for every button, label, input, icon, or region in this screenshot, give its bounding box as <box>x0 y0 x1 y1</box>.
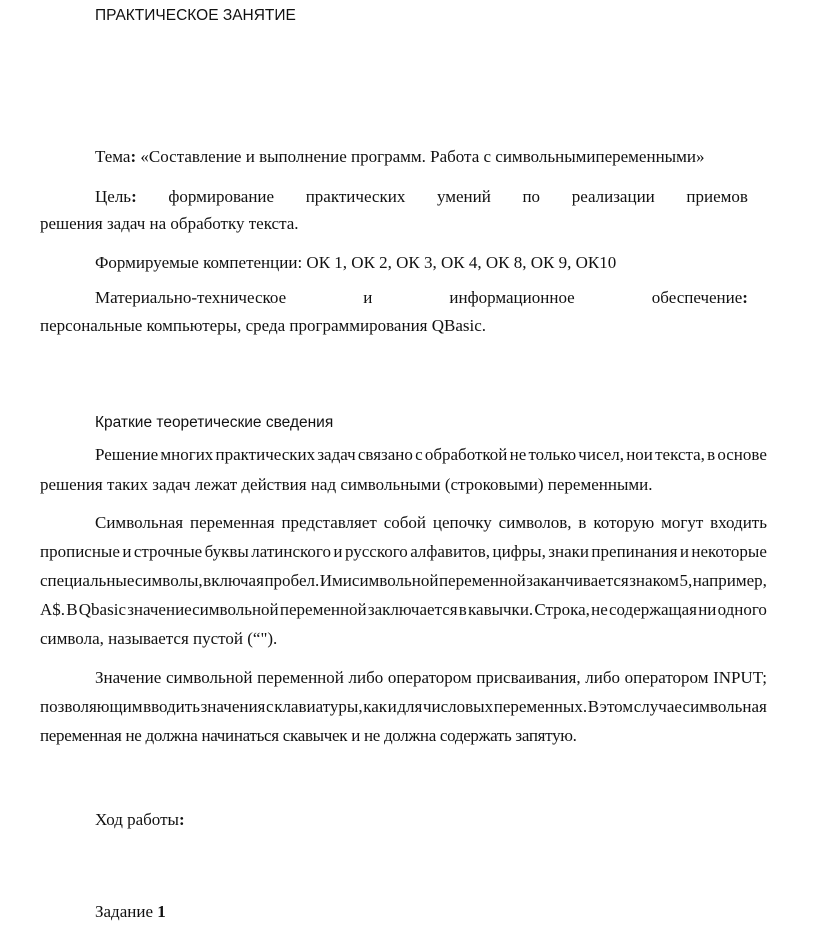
word: русского <box>344 542 408 561</box>
word: Значение <box>95 668 162 687</box>
goal-line-2: решения задач на обработку текста. <box>40 214 299 233</box>
goal-word: формирование <box>168 187 275 206</box>
theory-p3-line-3: переменная не должна начинаться скавычек и не должна содержать запятую. <box>40 726 577 745</box>
topic-text: «Составление и выполнение программ. Работа с символьнымипеременными» <box>136 147 705 166</box>
word: например, <box>692 571 767 590</box>
word: одного <box>717 600 767 619</box>
word: только <box>528 445 577 464</box>
word: с <box>415 445 423 464</box>
word: заключается <box>367 600 458 619</box>
topic-colon: : <box>130 147 137 166</box>
word: включая <box>203 571 264 590</box>
word: переменная <box>189 513 275 532</box>
word: позволяющим <box>40 697 143 716</box>
theory-p1-line-1 <box>95 445 767 465</box>
word: связано <box>357 445 413 464</box>
word: с <box>266 697 274 716</box>
task-label: Задание <box>95 902 158 921</box>
topic-line <box>95 147 704 167</box>
word: оператором <box>387 668 472 687</box>
word: не <box>591 600 608 619</box>
word: 5, <box>679 571 693 590</box>
word: ни <box>698 600 717 619</box>
word: либо <box>348 668 384 687</box>
word: В <box>587 697 600 716</box>
goal-word: реализации <box>571 187 655 206</box>
competencies-label: Формируемые компетенции: <box>95 253 307 272</box>
word: знаки <box>548 542 589 561</box>
word: переменной <box>279 600 367 619</box>
word: основе <box>717 445 767 464</box>
word: собой <box>383 513 427 532</box>
word: заканчивается <box>526 571 629 590</box>
word: знаком <box>629 571 679 590</box>
equipment-word: информационное <box>449 288 575 307</box>
word: латинского <box>251 542 331 561</box>
word: специальные <box>40 571 135 590</box>
word: как <box>363 697 388 716</box>
word: случае <box>633 697 682 716</box>
word: и <box>333 542 343 561</box>
word: переменной <box>257 668 344 687</box>
word: задач <box>317 445 356 464</box>
word: для <box>397 697 423 716</box>
word: Имисимвольной <box>319 571 439 590</box>
word: буквы <box>204 542 249 561</box>
word: значения <box>200 697 266 716</box>
competencies-value: ОК 1, ОК 2, ОК 3, ОК 4, ОК 8, ОК 9, ОК10 <box>306 253 617 272</box>
word: INPUT; <box>713 668 767 687</box>
word: пробел. <box>264 571 320 590</box>
word: обработкой <box>424 445 508 464</box>
word: вводить <box>143 697 200 716</box>
word: этом <box>599 697 634 716</box>
word: значениесимвольной <box>127 600 279 619</box>
word: числовых <box>422 697 494 716</box>
word: алфавитов, <box>410 542 491 561</box>
word: символы, <box>134 571 203 590</box>
word: входить <box>710 513 767 532</box>
word: прописные <box>40 542 120 561</box>
word: строчные <box>133 542 203 561</box>
word: в <box>578 513 587 532</box>
word: некоторые <box>691 542 767 561</box>
word: цепочку <box>432 513 492 532</box>
goal-label: Цель: <box>95 187 137 206</box>
work-heading <box>95 810 185 830</box>
word: и <box>387 697 397 716</box>
word: и <box>122 542 132 561</box>
word: оператором <box>624 668 709 687</box>
word: Символьная <box>95 513 184 532</box>
topic-label: Тема <box>95 147 131 166</box>
goal-word: по <box>522 187 541 206</box>
word: символьной <box>165 668 253 687</box>
word: нои <box>626 445 653 464</box>
equipment-word: обеспечение: <box>651 288 748 307</box>
word: и <box>679 542 689 561</box>
theory-p2-line-3 <box>40 571 767 591</box>
theory-heading: Краткие теоретические сведения <box>95 414 334 431</box>
word: Решение <box>95 445 159 464</box>
word: переменной <box>438 571 526 590</box>
task-number: 1 <box>157 902 166 921</box>
word: не <box>509 445 527 464</box>
theory-p2-line-4 <box>40 600 767 620</box>
word: присваивания, <box>476 668 581 687</box>
word: содержащая <box>609 600 697 619</box>
word: В <box>66 600 78 619</box>
goal-word: приемов <box>686 187 748 206</box>
word: Строка, <box>534 600 590 619</box>
word: кавычки. <box>468 600 534 619</box>
equipment-word: и <box>363 288 373 307</box>
word: символьная <box>682 697 767 716</box>
word: в <box>458 600 467 619</box>
goal-line-1 <box>95 187 748 207</box>
word: представляет <box>281 513 377 532</box>
theory-p3-line-1 <box>95 668 767 688</box>
word: клавиатуры, <box>274 697 363 716</box>
competencies-line <box>95 253 616 273</box>
theory-p2-line-5: символа, называется пустой (“"). <box>40 629 278 648</box>
equipment-line-1 <box>95 288 748 308</box>
theory-p3-line-2 <box>40 697 767 717</box>
word: текста, <box>655 445 705 464</box>
word: Qbasic <box>78 600 126 619</box>
word: которую <box>593 513 655 532</box>
word: A$. <box>40 600 66 619</box>
word: препинания <box>591 542 678 561</box>
task-heading <box>95 902 166 922</box>
goal-word: практических <box>305 187 406 206</box>
equipment-word: Материально-техническое <box>95 288 287 307</box>
word: в <box>707 445 716 464</box>
theory-p2-line-2 <box>40 542 767 562</box>
word: практических <box>215 445 316 464</box>
work-label: Ход работы <box>95 810 179 829</box>
goal-word: умений <box>436 187 491 206</box>
theory-p1-line-2: решения таких задач лежат действия над символьными (строковыми) переменными. <box>40 475 653 494</box>
word: чисел, <box>578 445 624 464</box>
word: многих <box>160 445 214 464</box>
equipment-line-2: персональные компьютеры, среда программирования QBasic. <box>40 316 487 335</box>
theory-p2-line-1 <box>95 513 767 533</box>
page-title: ПРАКТИЧЕСКОЕ ЗАНЯТИЕ <box>95 7 296 24</box>
word: символов, <box>498 513 572 532</box>
word: цифры, <box>492 542 546 561</box>
word: либо <box>585 668 620 687</box>
word: могут <box>661 513 704 532</box>
word: переменных. <box>493 697 588 716</box>
work-colon: : <box>178 810 185 829</box>
